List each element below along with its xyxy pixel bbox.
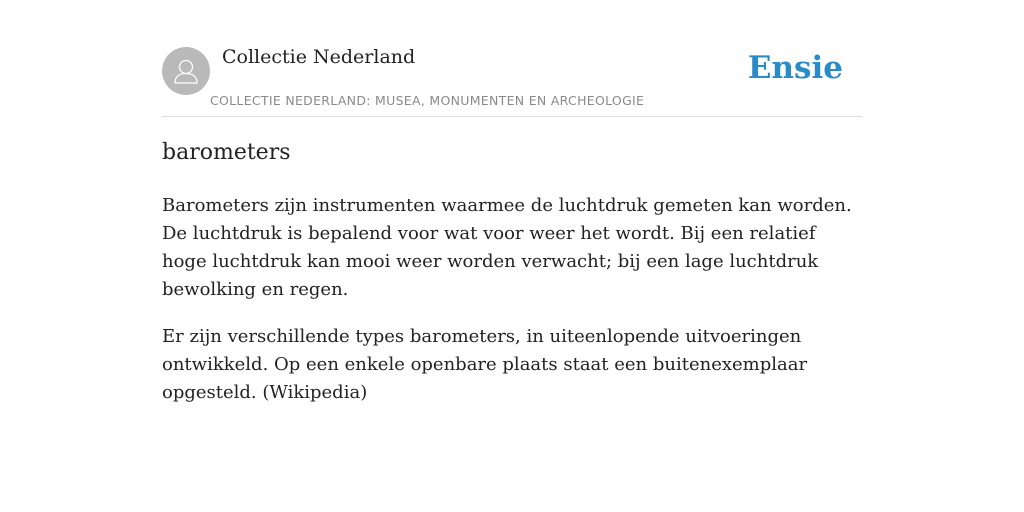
author-name[interactable]: Collectie Nederland [222,46,416,68]
author-subtitle: COLLECTIE NEDERLAND: MUSEA, MONUMENTEN EN ARCHEOLOGIE [210,93,645,108]
header [162,46,862,117]
article-paragraph: Er zijn verschillende types barometers, in uiteenlopende uitvoeringen ontwikkeld. Op een enkele openbare plaats staat een buitenexemplaar opgesteld. (Wikipedia) [162,326,808,403]
user-silhouette-icon [162,47,210,95]
article-title: barometers [162,140,291,165]
brand-logo[interactable]: Ensie [747,50,843,86]
article-paragraph: Barometers zijn instrumenten waarmee de luchtdruk gemeten kan worden. De luchtdruk is bepalend voor wat voor weer het wordt. Bij een relatief hoge luchtdruk kan mooi weer worden verwacht; bij een lage luchtdruk bewolking en regen. [162,195,852,300]
avatar[interactable] [162,47,210,95]
article-body [162,192,864,426]
